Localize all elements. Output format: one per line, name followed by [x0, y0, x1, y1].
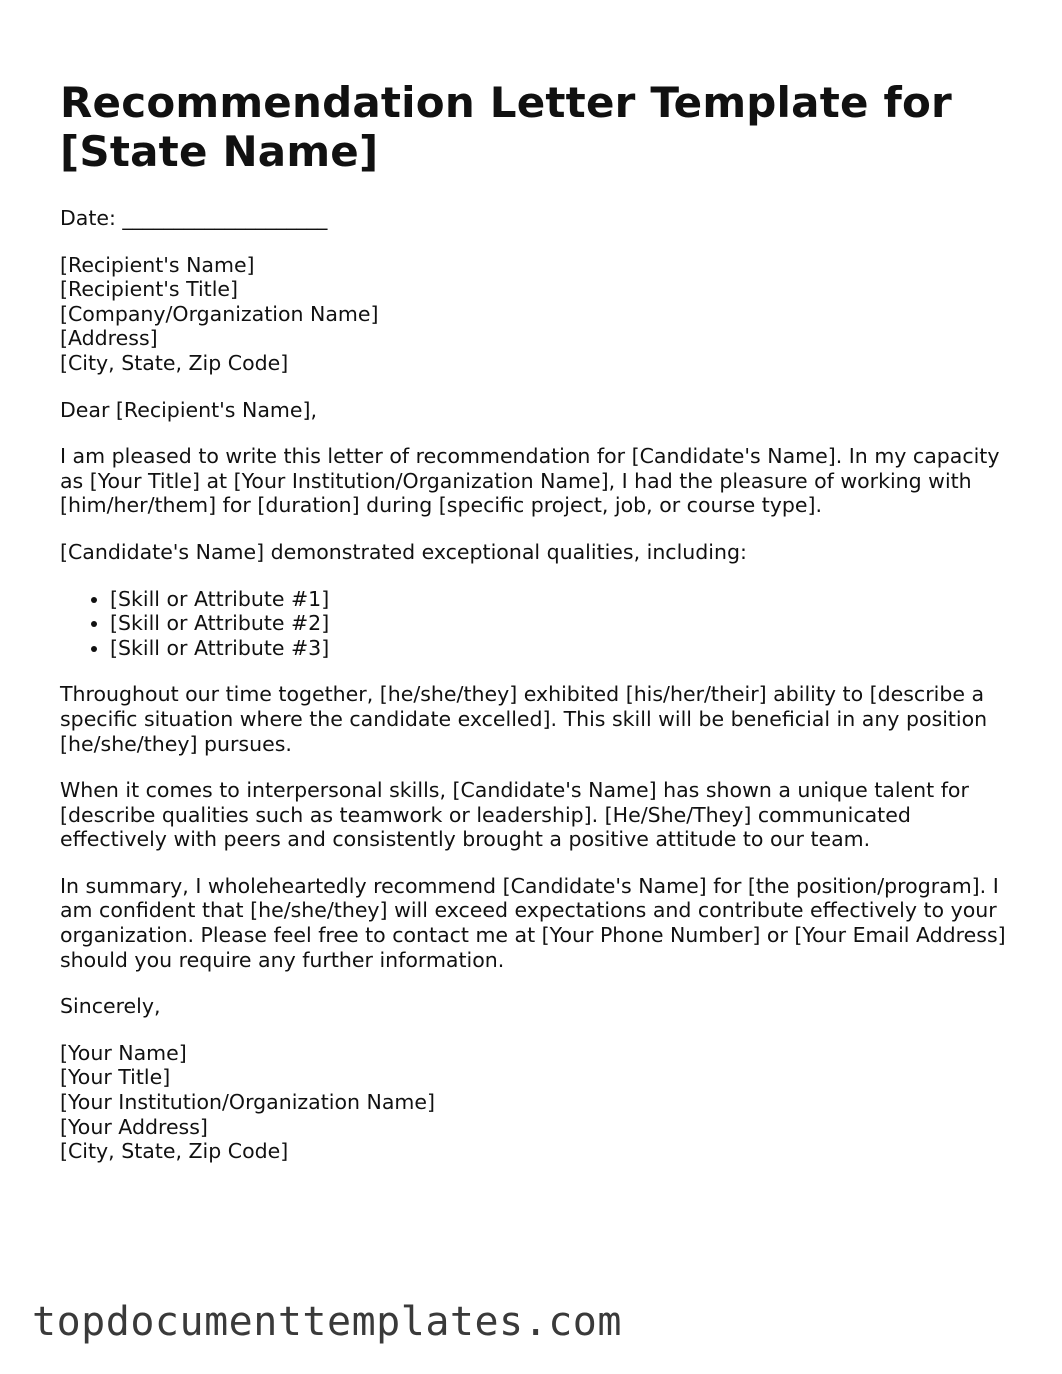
skills-list	[60, 587, 1020, 661]
list-item: • [Skill or Attribute #2]	[110, 611, 1020, 636]
recipient-address: [Address]	[60, 326, 158, 351]
interpersonal-paragraph: When it comes to interpersonal skills, [Candidate's Name] has shown a unique talent for [describe qualities such as teamwork or leadership]. [He/She/They] communicated effectively with peers and consistently brought a positive attitude to our team.	[60, 778, 969, 852]
letter-page	[60, 0, 1020, 1164]
qualities-intro-paragraph: [Candidate's Name] demonstrated exceptional qualities, including:	[60, 539, 747, 564]
sender-signature-block	[60, 1041, 1020, 1164]
recipient-title: [Recipient's Title]	[60, 277, 239, 302]
sender-organization: [Your Institution/Organization Name]	[60, 1090, 435, 1115]
date-line: Date: ____________________	[60, 206, 328, 230]
document-title: Recommendation Letter Template for [State Name]	[60, 78, 952, 176]
sender-city-state-zip: [City, State, Zip Code]	[60, 1139, 289, 1164]
list-item: • [Skill or Attribute #3]	[110, 636, 1020, 661]
intro-paragraph: I am pleased to write this letter of recommendation for [Candidate's Name]. In my capacity as [Your Title] at [Your Institution/Organization Name], I had the pleasure of working with [him/her/them] for [duration] during [specific project, job, or course type].	[60, 444, 1000, 518]
list-item: • [Skill or Attribute #1]	[110, 587, 1020, 612]
recipient-organization: [Company/Organization Name]	[60, 301, 379, 326]
throughout-paragraph: Throughout our time together, [he/she/they] exhibited [his/her/their] ability to [describe a specific situation where the candidate excelled]. This skill will be beneficial in any position [he/she/they] pursues.	[60, 682, 988, 756]
recipient-city-state-zip: [City, State, Zip Code]	[60, 350, 289, 375]
salutation: Dear [Recipient's Name],	[60, 397, 317, 422]
closing: Sincerely,	[60, 994, 161, 1019]
recipient-address-block	[60, 253, 1020, 376]
sender-address: [Your Address]	[60, 1114, 208, 1139]
sender-name: [Your Name]	[60, 1040, 187, 1065]
sender-title: [Your Title]	[60, 1065, 171, 1090]
summary-paragraph: In summary, I wholeheartedly recommend [Candidate's Name] for [the position/program]. I am confident that [he/she/they] will exceed expectations and contribute effectively to your organization. Please feel free to contact me at [Your Phone Number] or [Your Email Address] should you require any further information.	[60, 873, 1006, 972]
recipient-name: [Recipient's Name]	[60, 252, 255, 277]
site-watermark: topdocumenttemplates.com	[32, 1299, 622, 1345]
